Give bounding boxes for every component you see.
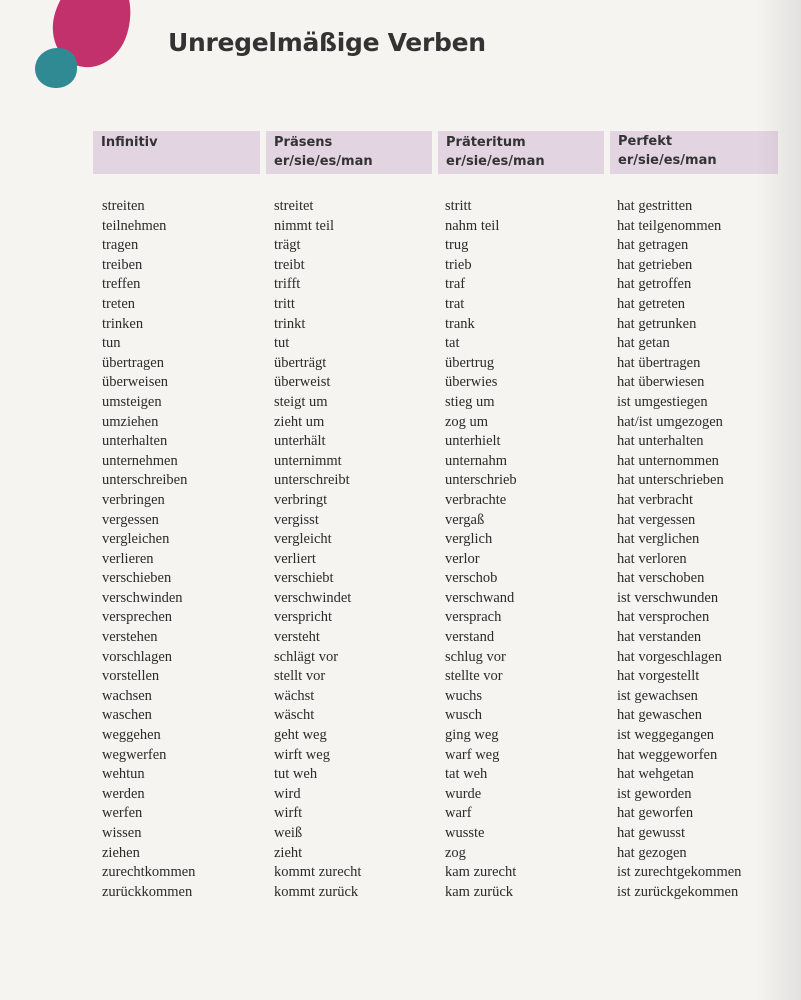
- verb-praeteritum-cell: trat: [445, 295, 465, 312]
- verb-praesens-cell: trägt: [274, 237, 301, 254]
- verb-perfekt-cell: hat verstanden: [617, 629, 702, 646]
- header-praesens-sub: er/sie/es/man: [274, 154, 373, 169]
- verb-infinitiv-cell: vorschlagen: [102, 648, 173, 665]
- header-praesens: [266, 131, 432, 174]
- page-edge-shadow: [756, 0, 801, 1000]
- verb-praesens-cell: tritt: [274, 295, 295, 312]
- verb-praesens-cell: vergisst: [274, 511, 319, 528]
- verb-praeteritum-cell: schlug vor: [445, 648, 506, 665]
- verb-praeteritum-cell: verlor: [445, 550, 480, 567]
- verb-praesens-cell: schlägt vor: [274, 648, 339, 665]
- verb-praesens-cell: treibt: [274, 256, 305, 273]
- verb-praesens-cell: tut weh: [274, 766, 318, 783]
- verb-perfekt-cell: hat gestritten: [617, 198, 693, 214]
- verb-infinitiv-cell: zurechtkommen: [102, 864, 196, 881]
- header-infinitiv-label: Infinitiv: [101, 135, 158, 150]
- verb-perfekt-cell: hat verglichen: [617, 531, 700, 548]
- verb-praesens-cell: vergleicht: [274, 531, 332, 548]
- verb-infinitiv-cell: vergleichen: [102, 531, 170, 548]
- verb-infinitiv-cell: waschen: [102, 707, 152, 724]
- verb-perfekt-cell: hat gezogen: [617, 844, 687, 861]
- verb-praeteritum-cell: unterschrieb: [445, 472, 517, 489]
- verb-infinitiv-cell: unterschreiben: [102, 472, 188, 489]
- verb-praeteritum-cell: nahm teil: [445, 217, 500, 234]
- header-praesens-label: Präsens: [274, 135, 333, 150]
- verb-praeteritum-cell: überwies: [445, 374, 498, 391]
- verb-infinitiv-cell: übertragen: [102, 354, 164, 371]
- verb-infinitiv-cell: überweisen: [102, 374, 169, 391]
- verb-praeteritum-cell: wusste: [445, 825, 485, 841]
- verb-praesens-cell: wächst: [274, 687, 315, 704]
- verb-praesens-cell: weiß: [274, 825, 303, 841]
- verb-praesens-cell: kommt zurück: [274, 883, 359, 900]
- verb-perfekt-cell: hat gewusst: [617, 825, 686, 841]
- verb-praeteritum-cell: wuchs: [445, 687, 483, 704]
- verb-perfekt-cell: hat unterhalten: [617, 433, 704, 450]
- verb-infinitiv-cell: unternehmen: [102, 452, 178, 469]
- header-infinitiv: [93, 131, 260, 174]
- verb-perfekt-cell: hat geworfen: [617, 805, 694, 822]
- verb-perfekt-cell: hat vorgeschlagen: [617, 648, 722, 665]
- verb-praeteritum-cell: wusch: [445, 707, 483, 724]
- verb-praeteritum-cell: stellte vor: [445, 668, 503, 685]
- verb-praesens-cell: streitet: [274, 198, 314, 214]
- header-praeteritum-label: Präteritum: [446, 135, 526, 150]
- verb-perfekt-cell: hat unterschrieben: [617, 472, 724, 489]
- verb-infinitiv-cell: umziehen: [102, 413, 159, 430]
- verb-praesens-cell: wirft: [274, 805, 303, 822]
- verb-praeteritum-cell: kam zurück: [445, 883, 514, 900]
- verb-perfekt-cell: ist gewachsen: [617, 687, 698, 704]
- verb-praeteritum-cell: wurde: [445, 785, 482, 802]
- verb-praesens-cell: geht weg: [274, 727, 327, 744]
- verb-praeteritum-cell: zog um: [445, 413, 489, 430]
- verb-infinitiv-cell: treten: [102, 295, 136, 312]
- verb-praesens-cell: unternimmt: [274, 452, 342, 469]
- verb-infinitiv-cell: teilnehmen: [102, 217, 167, 234]
- verb-praesens-cell: verspricht: [274, 609, 332, 626]
- verb-praeteritum-cell: ging weg: [445, 727, 499, 744]
- verb-infinitiv-cell: treffen: [102, 276, 141, 293]
- verb-praeteritum-cell: tat: [445, 335, 460, 352]
- verb-perfekt-cell: hat überwiesen: [617, 374, 705, 391]
- verb-infinitiv-cell: vorstellen: [102, 668, 160, 685]
- verb-infinitiv-cell: wegwerfen: [102, 746, 167, 763]
- verb-praesens-cell: zieht: [274, 844, 303, 861]
- verb-perfekt-cell: ist geworden: [617, 785, 692, 802]
- verb-praeteritum-cell: übertrug: [445, 354, 495, 371]
- verb-perfekt-cell: hat teilgenommen: [617, 217, 722, 234]
- header-praeteritum: [438, 131, 604, 174]
- verb-infinitiv-cell: versprechen: [102, 609, 173, 626]
- verb-perfekt-cell: hat übertragen: [617, 354, 701, 371]
- verb-praeteritum-cell: versprach: [445, 609, 502, 626]
- verb-praeteritum-cell: verstand: [445, 629, 495, 646]
- verb-infinitiv-cell: ziehen: [102, 844, 140, 861]
- verb-perfekt-cell: hat vorgestellt: [617, 668, 700, 685]
- verb-praesens-cell: verschiebt: [274, 570, 334, 587]
- verb-infinitiv-cell: weggehen: [102, 727, 161, 744]
- verb-praesens-cell: verschwindet: [274, 589, 352, 606]
- verb-praeteritum-cell: verbrachte: [445, 491, 507, 508]
- verb-infinitiv-cell: wissen: [102, 825, 142, 841]
- verb-praesens-cell: tut: [274, 335, 290, 352]
- verb-perfekt-cell: ist weggegangen: [617, 727, 715, 744]
- header-perfekt-label: Perfekt: [618, 134, 673, 149]
- verb-praeteritum-cell: verschob: [445, 570, 498, 587]
- header-perfekt-sub: er/sie/es/man: [618, 153, 717, 168]
- verb-praesens-cell: unterhält: [274, 433, 326, 450]
- header-perfekt: [610, 131, 778, 174]
- verb-infinitiv-cell: tun: [102, 335, 121, 352]
- verb-infinitiv-cell: umsteigen: [102, 393, 162, 410]
- verb-praeteritum-cell: traf: [445, 276, 466, 293]
- verb-praesens-cell: verbringt: [274, 491, 328, 508]
- verb-perfekt-cell: ist verschwunden: [617, 589, 719, 606]
- verb-praesens-cell: wäscht: [274, 707, 315, 724]
- decorative-teal-shape: [35, 48, 77, 88]
- verb-praeteritum-cell: trug: [445, 237, 469, 254]
- verb-praeteritum-cell: verglich: [445, 531, 493, 548]
- verb-praesens-cell: verliert: [274, 550, 316, 567]
- verb-perfekt-cell: hat gewaschen: [617, 707, 702, 724]
- verb-praesens-cell: nimmt teil: [274, 217, 335, 234]
- verb-praeteritum-cell: stieg um: [445, 393, 495, 410]
- verb-perfekt-cell: ist zurückgekommen: [617, 883, 739, 900]
- verb-infinitiv-cell: zurückkommen: [102, 883, 193, 900]
- verb-infinitiv-cell: verbringen: [102, 491, 165, 508]
- verb-praesens-cell: trinkt: [274, 315, 306, 332]
- verb-perfekt-cell: hat verbracht: [617, 491, 694, 508]
- column-praeteritum: [445, 197, 517, 902]
- verb-infinitiv-cell: vergessen: [102, 511, 159, 528]
- verb-praeteritum-cell: tat weh: [445, 766, 488, 783]
- column-praesens: [274, 197, 361, 902]
- verb-praeteritum-cell: kam zurecht: [445, 864, 517, 881]
- verb-infinitiv-cell: unterhalten: [102, 433, 168, 450]
- verb-praeteritum-cell: trieb: [445, 256, 472, 273]
- verb-perfekt-cell: hat getrieben: [617, 256, 693, 273]
- verb-praeteritum-cell: vergaß: [445, 511, 485, 528]
- verb-infinitiv-cell: treiben: [102, 256, 143, 273]
- verb-infinitiv-cell: verschieben: [102, 570, 172, 587]
- verb-perfekt-cell: hat versprochen: [617, 609, 710, 626]
- verb-infinitiv-cell: wehtun: [102, 766, 145, 783]
- verb-perfekt-cell: ist umgestiegen: [617, 393, 708, 410]
- verb-praesens-cell: wird: [274, 785, 301, 802]
- verb-infinitiv-cell: wachsen: [102, 687, 152, 704]
- header-praeteritum-sub: er/sie/es/man: [446, 154, 545, 169]
- verb-infinitiv-cell: streiten: [102, 198, 145, 214]
- verb-perfekt-cell: hat unternommen: [617, 452, 719, 469]
- verb-infinitiv-cell: werden: [102, 785, 145, 802]
- verb-perfekt-cell: hat getragen: [617, 237, 689, 254]
- verb-perfekt-cell: hat weggeworfen: [617, 746, 718, 763]
- verb-praesens-cell: kommt zurecht: [274, 864, 362, 881]
- verb-praesens-cell: überträgt: [274, 354, 327, 371]
- verb-infinitiv-cell: verschwinden: [102, 589, 183, 606]
- verb-perfekt-cell: hat wehgetan: [617, 766, 694, 783]
- verb-infinitiv-cell: verstehen: [102, 629, 158, 646]
- page-title: Unregelmäßige Verben: [168, 28, 486, 57]
- verb-perfekt-cell: hat getreten: [617, 295, 686, 312]
- verb-perfekt-cell: hat verloren: [617, 550, 687, 567]
- verb-praeteritum-cell: warf: [445, 805, 472, 822]
- verb-praesens-cell: wirft weg: [274, 746, 330, 763]
- verb-perfekt-cell: hat/ist umgezogen: [617, 413, 723, 430]
- verb-praesens-cell: unterschreibt: [274, 472, 350, 489]
- verb-perfekt-cell: hat verschoben: [617, 570, 705, 587]
- verb-perfekt-cell: hat getan: [617, 335, 670, 352]
- verb-praeteritum-cell: warf weg: [445, 746, 500, 763]
- verb-perfekt-cell: ist zurechtgekommen: [617, 864, 742, 881]
- verb-infinitiv-cell: trinken: [102, 315, 144, 332]
- verb-praeteritum-cell: zog: [445, 844, 466, 861]
- verb-praeteritum-cell: unternahm: [445, 452, 508, 469]
- verb-praesens-cell: versteht: [274, 629, 320, 646]
- verb-praeteritum-cell: stritt: [445, 198, 472, 214]
- verb-praesens-cell: überweist: [274, 374, 331, 391]
- verb-praesens-cell: stellt vor: [274, 668, 326, 685]
- verb-praesens-cell: trifft: [274, 276, 301, 293]
- verb-perfekt-cell: hat getroffen: [617, 276, 692, 293]
- column-perfekt: [617, 197, 741, 902]
- column-infinitiv: [102, 197, 195, 902]
- verb-praesens-cell: steigt um: [274, 393, 328, 410]
- verb-infinitiv-cell: werfen: [102, 805, 143, 822]
- verb-perfekt-cell: hat vergessen: [617, 511, 696, 528]
- verb-praeteritum-cell: trank: [445, 315, 475, 332]
- verb-infinitiv-cell: verlieren: [102, 550, 154, 567]
- verb-praeteritum-cell: unterhielt: [445, 433, 501, 450]
- verb-praeteritum-cell: verschwand: [445, 589, 515, 606]
- verb-praesens-cell: zieht um: [274, 413, 325, 430]
- verb-perfekt-cell: hat getrunken: [617, 315, 697, 332]
- verb-infinitiv-cell: tragen: [102, 237, 139, 254]
